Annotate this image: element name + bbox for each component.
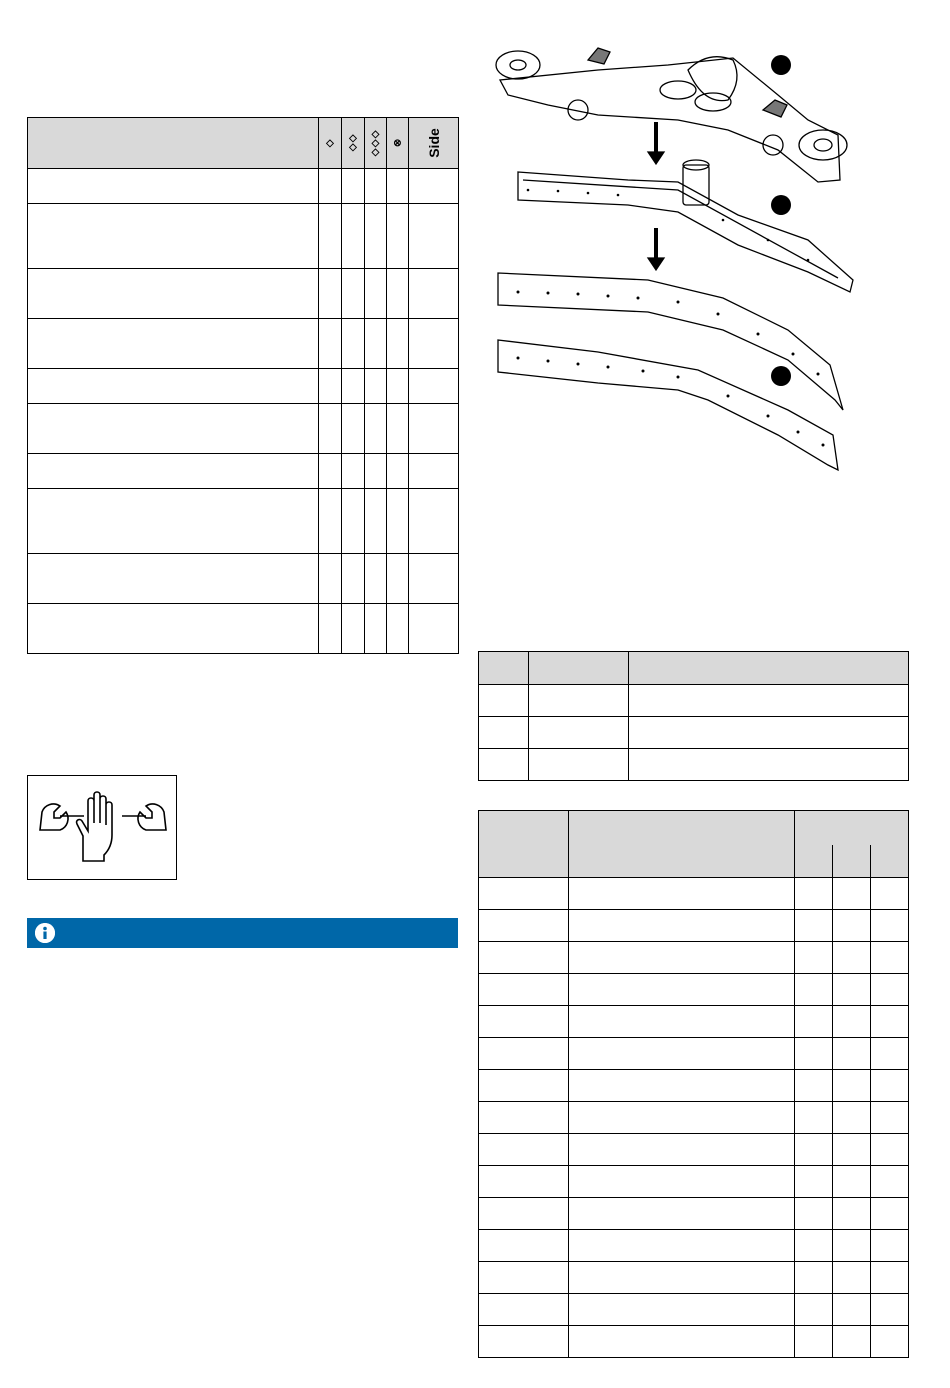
table-row xyxy=(479,1038,909,1070)
interval-2-header xyxy=(342,118,365,169)
parts-cell xyxy=(569,878,795,910)
check-cell xyxy=(409,454,459,489)
table-row xyxy=(28,319,459,369)
check-cell xyxy=(319,604,342,654)
check-cell xyxy=(387,554,409,604)
check-cell xyxy=(342,604,365,654)
check-cell xyxy=(387,489,409,554)
info-banner xyxy=(27,918,458,948)
parts-header-description xyxy=(569,811,795,878)
parts-cell xyxy=(871,974,909,1006)
check-cell xyxy=(319,454,342,489)
check-cell xyxy=(365,269,387,319)
check-cell xyxy=(409,554,459,604)
parts-cell xyxy=(479,1294,569,1326)
parts-cell xyxy=(833,878,871,910)
parts-cell xyxy=(795,1070,833,1102)
table-row xyxy=(28,554,459,604)
check-cell xyxy=(409,489,459,554)
table-row xyxy=(479,685,909,717)
check-cell xyxy=(365,554,387,604)
parts-cell xyxy=(479,910,569,942)
parts-cell xyxy=(871,1166,909,1198)
table-row xyxy=(479,1006,909,1038)
check-cell xyxy=(409,269,459,319)
parts-cell xyxy=(795,878,833,910)
parts-cell xyxy=(833,1198,871,1230)
parts-subheader-2 xyxy=(833,845,871,878)
parts-cell xyxy=(569,942,795,974)
task-cell xyxy=(28,554,319,604)
table-row xyxy=(479,1230,909,1262)
parts-cell xyxy=(795,974,833,1006)
maintenance-table xyxy=(27,117,459,654)
check-cell xyxy=(409,204,459,269)
diamond-3c-icon: ◇ xyxy=(371,146,380,158)
task-cell xyxy=(28,404,319,454)
parts-cell xyxy=(833,1070,871,1102)
parts-cell xyxy=(479,974,569,1006)
info-icon xyxy=(35,923,55,943)
check-cell xyxy=(387,269,409,319)
legend-header-description xyxy=(629,652,909,685)
parts-cell xyxy=(479,942,569,974)
parts-cell xyxy=(479,1006,569,1038)
table-row xyxy=(479,1166,909,1198)
parts-cell xyxy=(871,1006,909,1038)
parts-cell xyxy=(569,1326,795,1358)
parts-cell xyxy=(569,1262,795,1294)
parts-cell xyxy=(795,910,833,942)
table-row xyxy=(479,1134,909,1166)
wrench-hand-box xyxy=(27,775,177,880)
check-cell xyxy=(387,204,409,269)
check-cell xyxy=(319,169,342,204)
check-cell xyxy=(365,404,387,454)
parts-cell xyxy=(795,1326,833,1358)
table-row xyxy=(479,1262,909,1294)
parts-cell xyxy=(479,1038,569,1070)
wrench-hand-icon xyxy=(28,776,178,881)
parts-cell xyxy=(569,1294,795,1326)
task-cell xyxy=(28,489,319,554)
check-cell xyxy=(319,204,342,269)
legend-header-part xyxy=(529,652,629,685)
diamond-1-icon: ◇ xyxy=(326,137,334,149)
check-cell xyxy=(319,489,342,554)
task-cell xyxy=(28,319,319,369)
check-cell xyxy=(342,204,365,269)
check-cell xyxy=(319,554,342,604)
check-cell xyxy=(319,404,342,454)
parts-cell xyxy=(871,1070,909,1102)
parts-cell xyxy=(871,1198,909,1230)
check-cell xyxy=(342,269,365,319)
parts-cell xyxy=(833,1102,871,1134)
parts-cell xyxy=(833,1134,871,1166)
task-cell xyxy=(28,204,319,269)
table-row xyxy=(479,1198,909,1230)
parts-cell xyxy=(795,1294,833,1326)
table-row xyxy=(28,404,459,454)
parts-cell xyxy=(569,1134,795,1166)
parts-cell xyxy=(871,878,909,910)
check-cell xyxy=(387,404,409,454)
table-row xyxy=(479,1294,909,1326)
table-row xyxy=(28,489,459,554)
check-cell xyxy=(365,489,387,554)
parts-cell xyxy=(871,1326,909,1358)
parts-cell xyxy=(833,1166,871,1198)
parts-cell xyxy=(871,942,909,974)
parts-cell xyxy=(833,1294,871,1326)
parts-subheader-3 xyxy=(871,845,909,878)
parts-cell xyxy=(569,1102,795,1134)
table-row xyxy=(479,878,909,910)
parts-table xyxy=(478,810,909,1358)
check-cell xyxy=(365,319,387,369)
diamond-3b-icon: ◇ xyxy=(371,137,380,149)
parts-cell xyxy=(871,1102,909,1134)
parts-cell xyxy=(833,1038,871,1070)
table-row xyxy=(479,1326,909,1358)
side-header: Side xyxy=(409,118,459,169)
check-cell xyxy=(387,169,409,204)
check-cell xyxy=(342,404,365,454)
parts-cell xyxy=(795,1230,833,1262)
task-cell xyxy=(28,369,319,404)
table-row xyxy=(479,1070,909,1102)
parts-cell xyxy=(569,910,795,942)
legend-header-number xyxy=(479,652,529,685)
parts-cell xyxy=(479,1134,569,1166)
check-cell xyxy=(342,369,365,404)
diamond-2b-icon: ◇ xyxy=(349,142,357,153)
check-cell xyxy=(409,169,459,204)
check-cell xyxy=(365,454,387,489)
task-cell xyxy=(28,169,319,204)
parts-cell xyxy=(479,1102,569,1134)
check-cell xyxy=(387,319,409,369)
parts-cell xyxy=(479,1326,569,1358)
squeegee-exploded-illustration xyxy=(478,40,868,480)
legend-header-row xyxy=(479,652,909,685)
parts-cell xyxy=(479,1262,569,1294)
parts-cell xyxy=(795,1262,833,1294)
check-cell xyxy=(342,454,365,489)
interval-4-header xyxy=(387,118,409,169)
parts-cell xyxy=(569,1198,795,1230)
parts-cell xyxy=(795,1038,833,1070)
table-row xyxy=(28,454,459,489)
parts-subheader-1 xyxy=(795,845,833,878)
parts-cell xyxy=(479,1198,569,1230)
check-cell xyxy=(365,204,387,269)
parts-cell xyxy=(569,1006,795,1038)
parts-cell xyxy=(569,1038,795,1070)
parts-cell xyxy=(795,1166,833,1198)
parts-cell xyxy=(479,878,569,910)
check-cell xyxy=(342,169,365,204)
check-cell xyxy=(319,319,342,369)
check-cell xyxy=(387,454,409,489)
parts-cell xyxy=(871,1230,909,1262)
table-row xyxy=(28,269,459,319)
circled-x-icon: ⊗ xyxy=(393,137,402,149)
check-cell xyxy=(409,369,459,404)
interval-3-header xyxy=(365,118,387,169)
interval-1-header xyxy=(319,118,342,169)
check-cell xyxy=(342,489,365,554)
check-cell xyxy=(409,604,459,654)
check-cell xyxy=(319,369,342,404)
parts-header-group xyxy=(795,811,909,845)
legend-table xyxy=(478,651,909,781)
table-row xyxy=(479,749,909,781)
check-cell xyxy=(342,554,365,604)
table-row xyxy=(479,910,909,942)
table-row xyxy=(479,1102,909,1134)
parts-cell xyxy=(871,1262,909,1294)
table-row xyxy=(28,204,459,269)
parts-header-code xyxy=(479,811,569,878)
maintenance-header-row xyxy=(28,118,459,169)
diamond-2a-icon: ◇ xyxy=(349,133,357,144)
table-row xyxy=(28,169,459,204)
parts-cell xyxy=(569,1166,795,1198)
check-cell xyxy=(409,319,459,369)
check-cell xyxy=(387,369,409,404)
parts-header-row xyxy=(479,811,909,845)
parts-cell xyxy=(871,1294,909,1326)
parts-cell xyxy=(795,942,833,974)
task-cell xyxy=(28,454,319,489)
parts-cell xyxy=(569,974,795,1006)
diamond-3a-icon: ◇ xyxy=(371,128,380,140)
parts-cell xyxy=(871,910,909,942)
parts-cell xyxy=(795,1102,833,1134)
check-cell xyxy=(387,604,409,654)
table-row xyxy=(28,369,459,404)
parts-cell xyxy=(795,1134,833,1166)
parts-cell xyxy=(833,974,871,1006)
parts-cell xyxy=(479,1070,569,1102)
parts-cell xyxy=(833,942,871,974)
check-cell xyxy=(365,169,387,204)
parts-cell xyxy=(833,1326,871,1358)
table-row xyxy=(479,942,909,974)
parts-cell xyxy=(833,910,871,942)
parts-cell xyxy=(871,1134,909,1166)
table-row xyxy=(479,717,909,749)
parts-cell xyxy=(871,1038,909,1070)
parts-cell xyxy=(795,1006,833,1038)
task-header xyxy=(28,118,319,169)
parts-cell xyxy=(833,1230,871,1262)
check-cell xyxy=(319,269,342,319)
task-cell xyxy=(28,269,319,319)
check-cell xyxy=(365,604,387,654)
table-row xyxy=(28,604,459,654)
check-cell xyxy=(409,404,459,454)
parts-cell xyxy=(795,1198,833,1230)
parts-cell xyxy=(833,1006,871,1038)
parts-cell xyxy=(479,1166,569,1198)
check-cell xyxy=(342,319,365,369)
parts-cell xyxy=(479,1230,569,1262)
parts-cell xyxy=(833,1262,871,1294)
parts-cell xyxy=(569,1230,795,1262)
parts-cell xyxy=(569,1070,795,1102)
table-row xyxy=(479,974,909,1006)
task-cell xyxy=(28,604,319,654)
check-cell xyxy=(365,369,387,404)
